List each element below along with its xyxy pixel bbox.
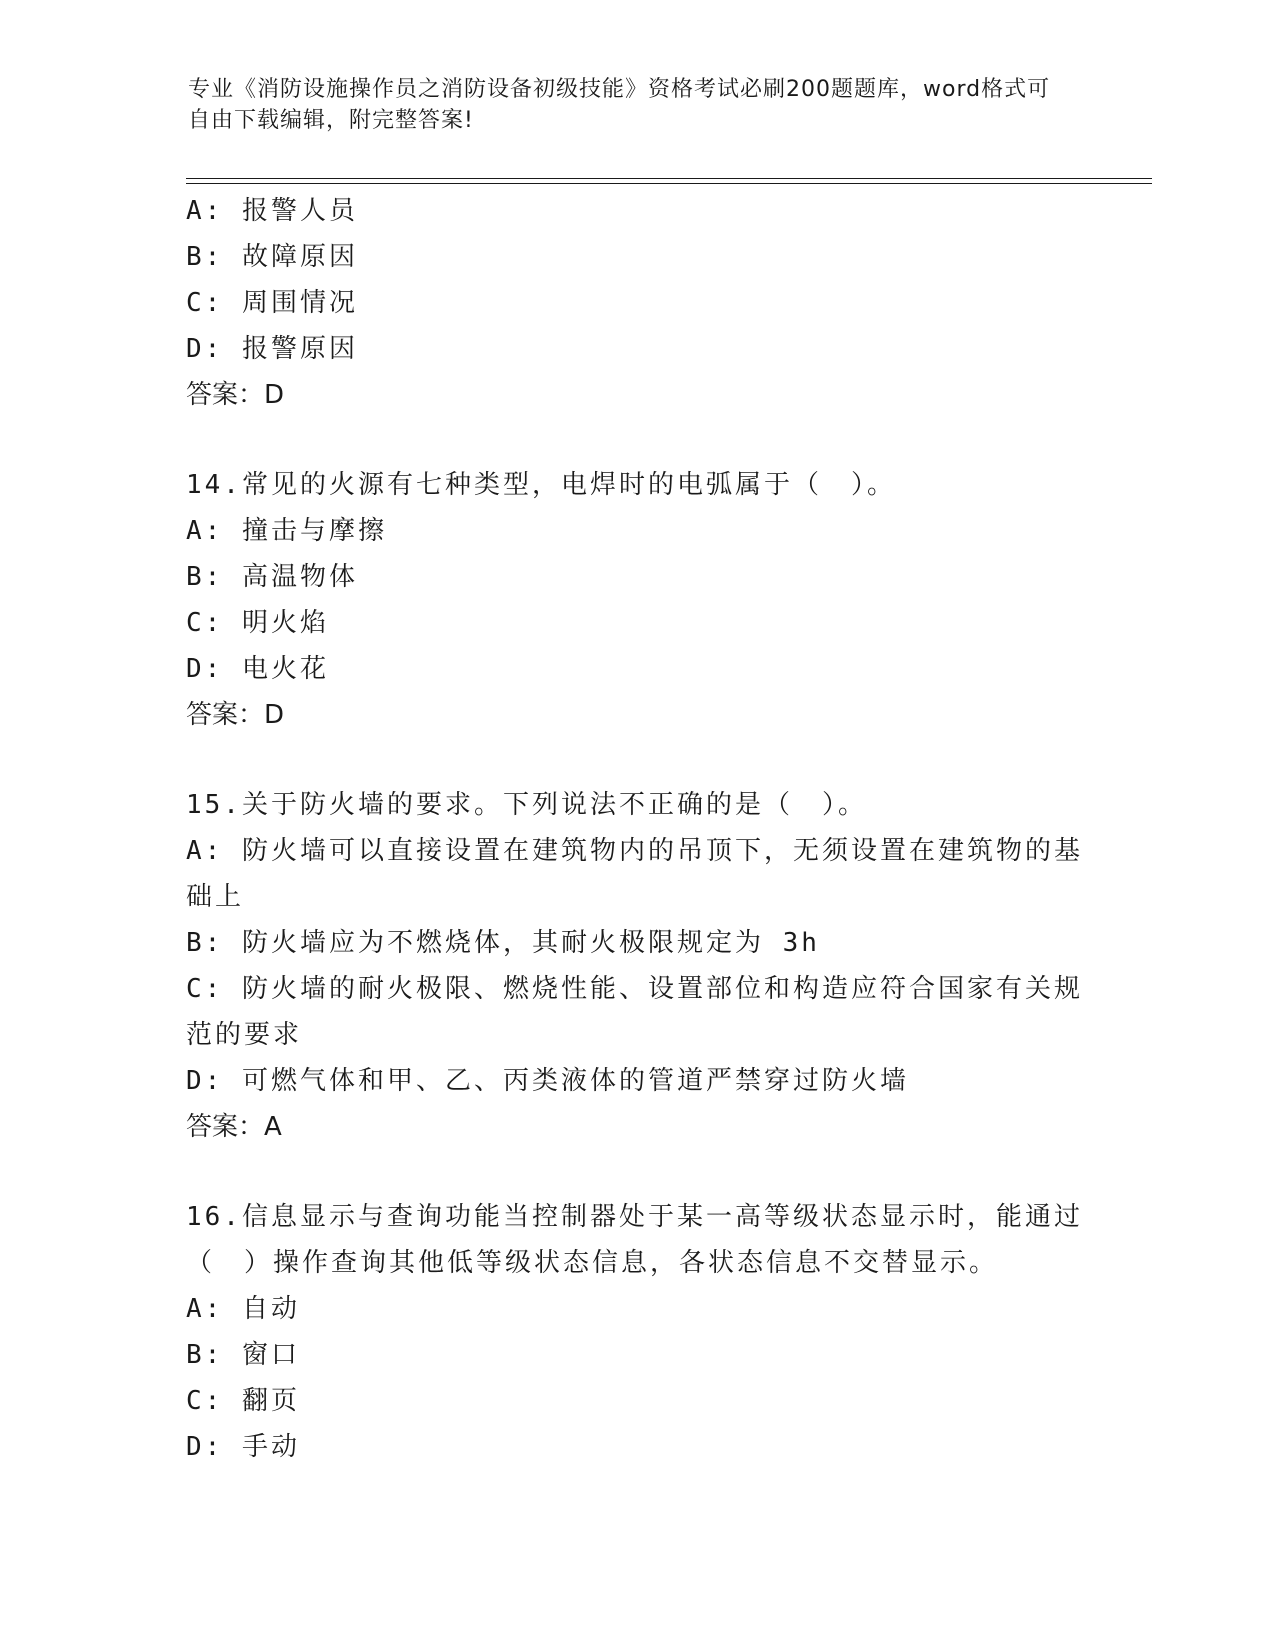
answer-line: 答案：D [186, 700, 285, 730]
question-14-block [186, 462, 1086, 738]
option-b: B: 高温物体 [186, 562, 358, 592]
option-a: A: 防火墙可以直接设置在建筑物内的吊顶下，无须设置在建筑物的基础上 [186, 836, 1083, 912]
document-header: 专业《消防设施操作员之消防设备初级技能》资格考试必刷200题题库，word格式可自由下载编辑，附完整答案! [188, 77, 1051, 133]
answer-line: 答案：A [186, 1112, 282, 1142]
option-a: A: 自动 [186, 1294, 300, 1324]
option-d: D: 手动 [186, 1432, 300, 1462]
option-c: C: 明火焰 [186, 608, 329, 638]
question-content [186, 188, 1086, 1470]
option-d: D: 电火花 [186, 654, 329, 684]
option-b: B: 防火墙应为不燃烧体，其耐火极限规定为 3h [186, 928, 820, 958]
question-14-title: 14.常见的火源有七种类型，电焊时的电弧属于（ ）。 [186, 470, 896, 500]
answer-line: 答案：D [186, 380, 285, 410]
question-16-block [186, 1194, 1086, 1470]
option-c: C: 翻页 [186, 1386, 300, 1416]
option-d: D: 可燃气体和甲、乙、丙类液体的管道严禁穿过防火墙 [186, 1066, 909, 1096]
question-15-title: 15.关于防火墙的要求。下列说法不正确的是（ ）。 [186, 790, 867, 820]
option-c: C: 周围情况 [186, 288, 358, 318]
header-divider-top [186, 178, 1152, 179]
option-c: C: 防火墙的耐火极限、燃烧性能、设置部位和构造应符合国家有关规范的要求 [186, 974, 1083, 1050]
question-16-title: 16.信息显示与查询功能当控制器处于某一高等级状态显示时，能通过（ ）操作查询其他低等级状态信息，各状态信息不交替显示。 [186, 1202, 1083, 1278]
prev-question-block [186, 188, 1086, 418]
option-b: B: 窗口 [186, 1340, 300, 1370]
option-a: A: 撞击与摩擦 [186, 516, 387, 546]
option-d: D: 报警原因 [186, 334, 358, 364]
option-a: A: 报警人员 [186, 196, 358, 226]
question-15-block [186, 782, 1086, 1150]
option-b: B: 故障原因 [186, 242, 358, 272]
header-divider-bottom [186, 183, 1152, 184]
